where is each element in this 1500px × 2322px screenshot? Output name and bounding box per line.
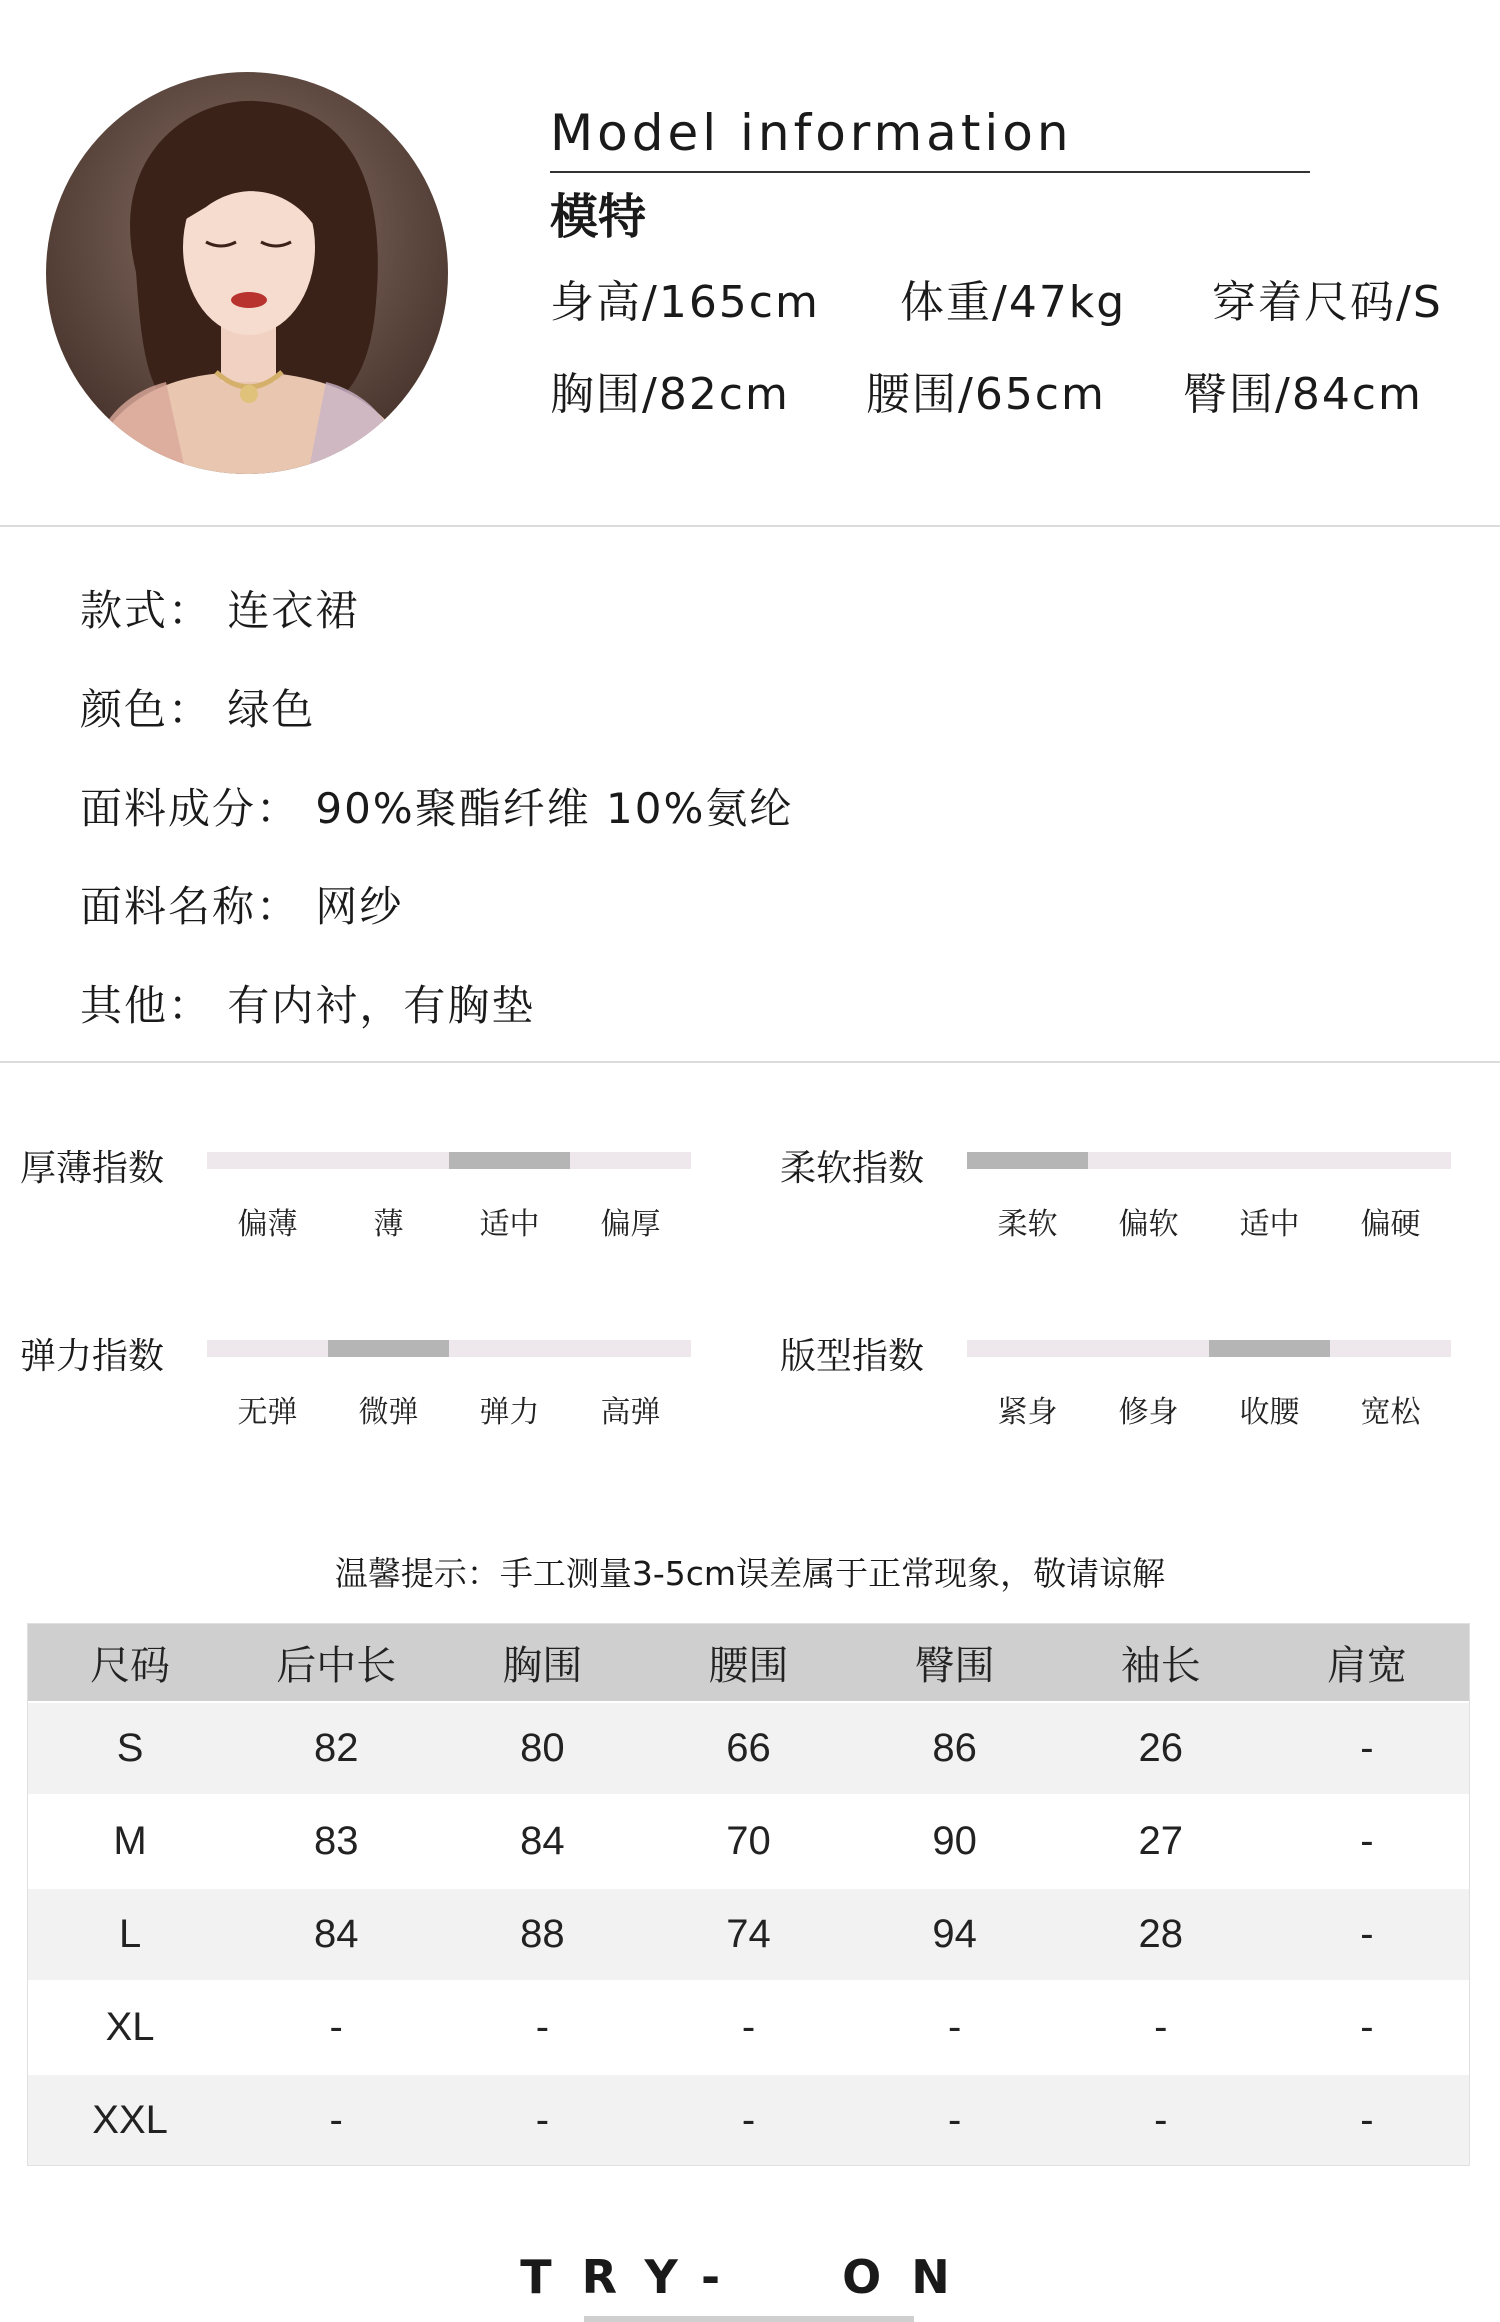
column-header: 后中长 xyxy=(233,1623,439,1702)
measurement-cell: 84 xyxy=(439,1795,645,1888)
index-track xyxy=(967,1152,1451,1169)
index-option: 适中 xyxy=(479,1207,540,1242)
measurement-cell: 28 xyxy=(1058,1888,1264,1981)
measurement-cell: 94 xyxy=(852,1888,1058,1981)
index-indicator xyxy=(449,1152,570,1169)
index-track xyxy=(207,1340,691,1357)
section-divider xyxy=(0,525,1500,527)
index-indicator xyxy=(967,1152,1088,1169)
measurement-cell: - xyxy=(852,1981,1058,2074)
measurement-cell: 27 xyxy=(1058,1795,1264,1888)
column-header: 袖长 xyxy=(1058,1623,1264,1702)
index-indicator xyxy=(328,1340,449,1357)
table-row xyxy=(27,1981,1470,2074)
index-option: 无弹 xyxy=(237,1395,298,1430)
measurement-cell: - xyxy=(1058,2074,1264,2166)
model-photo xyxy=(46,72,448,474)
size-cell: XXL xyxy=(27,2074,233,2166)
measurement-notice: 温馨提示：手工测量3-5cm误差属于正常现象，敬请谅解 xyxy=(334,1554,1166,1593)
table-row xyxy=(27,1702,1470,1795)
index-option: 修身 xyxy=(1118,1395,1179,1430)
measurement-cell: - xyxy=(1264,1981,1470,2074)
column-header: 尺码 xyxy=(27,1623,233,1702)
measurement-cell: - xyxy=(852,2074,1058,2166)
index-option: 宽松 xyxy=(1360,1395,1421,1430)
measurement-cell: 26 xyxy=(1058,1702,1264,1795)
measurement-cell: - xyxy=(1264,1702,1470,1795)
detail-style: 款式： 连衣裙 xyxy=(80,586,360,635)
index-option: 柔软 xyxy=(997,1207,1058,1242)
measurement-cell: - xyxy=(645,2074,851,2166)
column-header: 臀围 xyxy=(852,1623,1058,1702)
size-table xyxy=(27,1623,1470,2166)
title-underline xyxy=(550,171,1310,173)
model-height: 身高/165cm xyxy=(550,277,820,328)
measurement-cell: - xyxy=(439,2074,645,2166)
index-option: 偏软 xyxy=(1118,1207,1179,1242)
index-label: 版型指数 xyxy=(780,1336,925,1377)
measurement-cell: - xyxy=(1058,1981,1264,2074)
index-option: 高弹 xyxy=(600,1395,661,1430)
measurement-cell: - xyxy=(439,1981,645,2074)
index-option: 偏厚 xyxy=(600,1207,661,1242)
detail-color: 颜色： 绿色 xyxy=(80,685,316,734)
table-header-row xyxy=(27,1623,1470,1702)
detail-fabric-name: 面料名称： 网纱 xyxy=(80,882,404,931)
measurement-cell: - xyxy=(233,2074,439,2166)
index-label: 弹力指数 xyxy=(20,1336,165,1377)
table-row xyxy=(27,1795,1470,1888)
index-option: 薄 xyxy=(373,1207,404,1242)
detail-composition: 面料成分： 90%聚酯纤维 10%氨纶 xyxy=(80,784,794,833)
model-bust: 胸围/82cm xyxy=(550,369,790,420)
index-label: 厚薄指数 xyxy=(20,1148,165,1189)
index-track xyxy=(967,1340,1451,1357)
measurement-cell: - xyxy=(1264,1888,1470,1981)
measurement-cell: 70 xyxy=(645,1795,851,1888)
section-divider xyxy=(0,1061,1500,1063)
model-waist: 腰围/65cm xyxy=(866,369,1106,420)
try-on-heading: TRY- ON xyxy=(520,2250,980,2304)
model-info-title: Model information xyxy=(550,104,1073,162)
index-option: 微弹 xyxy=(358,1395,419,1430)
index-option: 适中 xyxy=(1239,1207,1300,1242)
index-option: 弹力 xyxy=(479,1395,540,1430)
column-header: 腰围 xyxy=(645,1623,851,1702)
index-option: 偏薄 xyxy=(237,1207,298,1242)
measurement-cell: - xyxy=(233,1981,439,2074)
size-cell: S xyxy=(27,1702,233,1795)
measurement-cell: 84 xyxy=(233,1888,439,1981)
table-row xyxy=(27,2074,1470,2166)
measurement-cell: 74 xyxy=(645,1888,851,1981)
measurement-cell: 82 xyxy=(233,1702,439,1795)
column-header: 胸围 xyxy=(439,1623,645,1702)
measurement-cell: 80 xyxy=(439,1702,645,1795)
index-track xyxy=(207,1152,691,1169)
size-cell: L xyxy=(27,1888,233,1981)
measurement-cell: 86 xyxy=(852,1702,1058,1795)
measurement-cell: - xyxy=(645,1981,851,2074)
model-info-subtitle: 模特 xyxy=(550,189,647,245)
index-label: 柔软指数 xyxy=(780,1148,925,1189)
measurement-cell: 90 xyxy=(852,1795,1058,1888)
index-indicator xyxy=(1209,1340,1330,1357)
index-option: 收腰 xyxy=(1239,1395,1300,1430)
table-row xyxy=(27,1888,1470,1981)
measurement-cell: 66 xyxy=(645,1702,851,1795)
model-weight: 体重/47kg xyxy=(900,277,1127,328)
model-hip: 臀围/84cm xyxy=(1183,369,1423,420)
measurement-cell: 88 xyxy=(439,1888,645,1981)
measurement-cell: - xyxy=(1264,2074,1470,2166)
try-on-underline xyxy=(584,2316,914,2322)
index-option: 紧身 xyxy=(997,1395,1058,1430)
measurement-cell: 83 xyxy=(233,1795,439,1888)
measurement-cell: - xyxy=(1264,1795,1470,1888)
size-cell: M xyxy=(27,1795,233,1888)
model-size: 穿着尺码/S xyxy=(1212,277,1443,328)
column-header: 肩宽 xyxy=(1264,1623,1470,1702)
detail-other: 其他： 有内衬，有胸垫 xyxy=(80,981,536,1030)
index-option: 偏硬 xyxy=(1360,1207,1421,1242)
size-cell: XL xyxy=(27,1981,233,2074)
